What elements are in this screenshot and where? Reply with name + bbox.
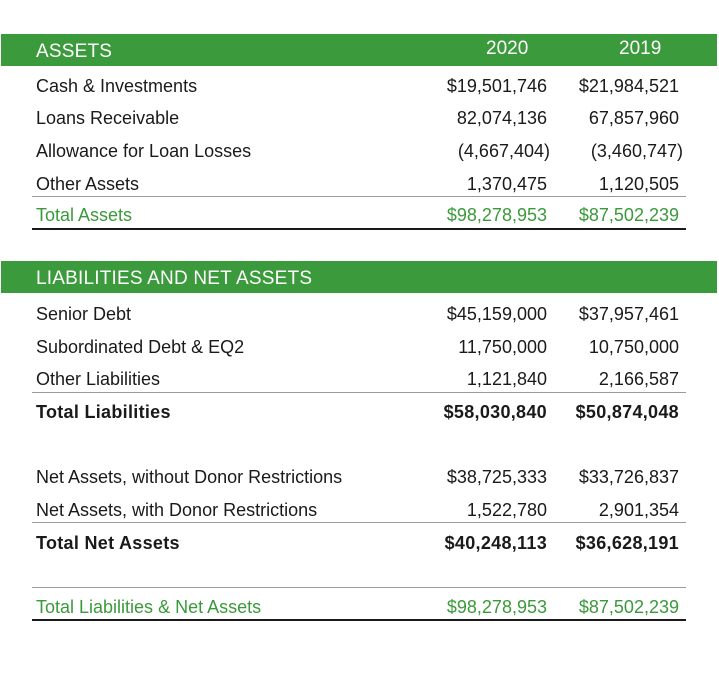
row-loans-receivable [0, 108, 719, 138]
value-2019: 1,120,505 [598, 174, 679, 194]
row-total-assets [0, 205, 719, 235]
value-2020: 1,121,840 [466, 369, 547, 389]
total-value-2020: $98,278,953 [446, 597, 547, 617]
total-divider [32, 228, 686, 230]
row-net-assets-without-restrictions [0, 467, 719, 497]
value-2020: 82,074,136 [456, 108, 547, 128]
value-2020: 11,750,000 [458, 337, 547, 357]
row-senior-debt [0, 304, 719, 334]
value-2020: 1,370,475 [466, 174, 547, 194]
row-total-net-assets [0, 533, 719, 563]
value-2019: $37,957,461 [578, 304, 679, 324]
subtotal-divider [32, 196, 686, 197]
total-value-2019: $50,874,048 [575, 402, 679, 422]
assets-header-band [1, 34, 717, 66]
total-label: Total Net Assets [36, 533, 180, 553]
value-2019: 2,901,354 [598, 500, 679, 520]
row-total-liabilities [0, 402, 719, 432]
row-total-liabilities-net-assets [0, 597, 719, 627]
total-label: Total Liabilities [36, 402, 171, 422]
row-other-assets [0, 174, 719, 204]
value-2020: (4,667,404) [457, 141, 550, 161]
row-label: Other Assets [36, 174, 140, 194]
row-label: Net Assets, with Donor Restrictions [36, 500, 318, 520]
value-2019: $21,984,521 [578, 76, 679, 96]
total-value-2019: $87,502,239 [578, 205, 679, 225]
value-2019: $33,726,837 [578, 467, 679, 487]
row-allowance-loan-losses [0, 141, 719, 171]
year-2019-header: 2019 [619, 38, 662, 59]
grand-total-divider [32, 587, 686, 588]
subtotal-divider [32, 392, 686, 393]
liabilities-header-band [1, 261, 717, 293]
value-2019: (3,460,747) [590, 141, 683, 161]
value-2020: $38,725,333 [446, 467, 547, 487]
total-value-2020: $98,278,953 [446, 205, 547, 225]
row-net-assets-with-restrictions [0, 500, 719, 530]
row-label: Other Liabilities [36, 369, 161, 389]
value-2020: $45,159,000 [446, 304, 547, 324]
row-label: Cash & Investments [36, 76, 198, 96]
total-value-2019: $36,628,191 [575, 533, 679, 553]
total-value-2020: $40,248,113 [444, 533, 547, 553]
total-label: Total Liabilities & Net Assets [36, 597, 262, 617]
row-label: Allowance for Loan Losses [36, 141, 252, 161]
total-divider [32, 619, 686, 621]
value-2019: 2,166,587 [598, 369, 679, 389]
liabilities-heading: LIABILITIES AND NET ASSETS [36, 268, 313, 289]
total-value-2020: $58,030,840 [443, 402, 547, 422]
value-2020: 1,522,780 [466, 500, 547, 520]
subtotal-divider [32, 522, 686, 523]
row-label: Loans Receivable [36, 108, 180, 128]
row-subordinated-debt [0, 337, 719, 367]
row-label: Subordinated Debt & EQ2 [36, 337, 245, 357]
row-other-liabilities [0, 369, 719, 399]
year-2020-header: 2020 [486, 38, 529, 59]
total-label: Total Assets [36, 205, 133, 225]
value-2019: 67,857,960 [588, 108, 679, 128]
value-2020: $19,501,746 [446, 76, 547, 96]
assets-heading: ASSETS [36, 41, 113, 62]
row-cash-investments [0, 76, 719, 106]
row-label: Senior Debt [36, 304, 132, 324]
total-value-2019: $87,502,239 [578, 597, 679, 617]
value-2019: 10,750,000 [588, 337, 679, 357]
row-label: Net Assets, without Donor Restrictions [36, 467, 343, 487]
